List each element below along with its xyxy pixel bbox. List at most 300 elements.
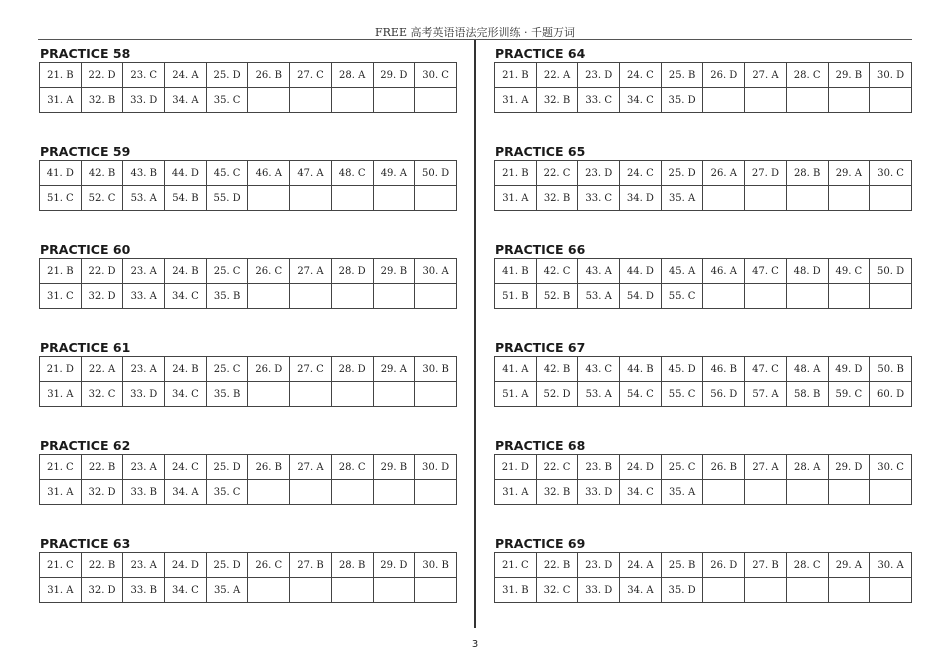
answer-cell <box>415 480 457 505</box>
answer-cell: 32. C <box>536 578 578 603</box>
answer-cell: 28. C <box>786 63 828 88</box>
answer-cell: 29. A <box>828 161 870 186</box>
answer-cell: 21. B <box>495 161 537 186</box>
answer-cell: 31. A <box>40 480 82 505</box>
answer-row <box>495 553 912 578</box>
answer-cell: 42. C <box>536 259 578 284</box>
practice-block <box>494 46 912 144</box>
answer-cell: 27. A <box>745 63 787 88</box>
answer-cell: 45. D <box>661 357 703 382</box>
answer-cell: 26. C <box>248 553 290 578</box>
answer-cell: 30. D <box>415 455 457 480</box>
answer-cell: 41. B <box>495 259 537 284</box>
answer-cell: 35. C <box>206 88 248 113</box>
answer-cell: 29. D <box>373 553 415 578</box>
practice-block <box>494 438 912 536</box>
answer-cell: 33. A <box>123 284 165 309</box>
answer-cell <box>290 480 332 505</box>
answer-cell: 32. D <box>81 480 123 505</box>
answer-cell: 28. D <box>331 357 373 382</box>
answer-cell: 48. D <box>786 259 828 284</box>
answer-cell: 31. A <box>495 186 537 211</box>
answer-cell: 28. A <box>786 455 828 480</box>
answer-cell: 33. B <box>123 480 165 505</box>
answer-cell: 48. C <box>331 161 373 186</box>
answer-cell: 27. A <box>745 455 787 480</box>
answer-cell: 22. D <box>81 63 123 88</box>
answer-cell: 41. A <box>495 357 537 382</box>
answer-cell: 30. A <box>870 553 912 578</box>
answer-row <box>40 259 457 284</box>
answer-cell: 43. A <box>578 259 620 284</box>
answer-cell <box>703 480 745 505</box>
answer-cell <box>248 88 290 113</box>
answer-cell: 32. D <box>81 578 123 603</box>
answer-cell: 48. A <box>786 357 828 382</box>
answer-cell: 25. B <box>661 63 703 88</box>
answer-cell: 24. A <box>620 553 662 578</box>
answer-cell: 27. A <box>290 455 332 480</box>
answer-cell: 23. D <box>578 553 620 578</box>
answer-cell: 33. C <box>578 186 620 211</box>
answer-cell: 55. D <box>206 186 248 211</box>
answer-cell: 49. C <box>828 259 870 284</box>
practice-title: PRACTICE 61 <box>40 340 131 355</box>
answer-cell: 30. C <box>870 161 912 186</box>
answer-table <box>494 160 912 211</box>
answer-cell: 23. D <box>578 161 620 186</box>
answer-cell: 26. A <box>703 161 745 186</box>
answer-cell: 32. B <box>536 186 578 211</box>
answer-cell: 35. B <box>206 284 248 309</box>
answer-cell: 29. A <box>373 357 415 382</box>
answer-table <box>39 160 457 211</box>
answer-cell <box>703 186 745 211</box>
practice-title: PRACTICE 64 <box>495 46 586 61</box>
answer-cell <box>290 382 332 407</box>
answer-row <box>495 63 912 88</box>
answer-cell: 29. B <box>373 455 415 480</box>
answer-cell: 23. C <box>123 63 165 88</box>
answer-cell: 42. B <box>536 357 578 382</box>
answer-table <box>39 552 457 603</box>
answer-cell: 26. B <box>248 63 290 88</box>
answer-cell: 22. A <box>81 357 123 382</box>
answer-table <box>39 356 457 407</box>
answer-cell: 31. A <box>40 578 82 603</box>
answer-cell: 31. C <box>40 284 82 309</box>
answer-cell: 31. A <box>40 88 82 113</box>
answer-cell: 34. C <box>620 88 662 113</box>
answer-cell <box>828 284 870 309</box>
answer-cell <box>415 186 457 211</box>
answer-table <box>39 62 457 113</box>
answer-cell <box>373 480 415 505</box>
practice-title: PRACTICE 59 <box>40 144 131 159</box>
answer-cell: 21. C <box>40 553 82 578</box>
answer-cell <box>870 480 912 505</box>
answer-cell <box>745 480 787 505</box>
answer-cell: 47. C <box>745 357 787 382</box>
answer-cell <box>786 186 828 211</box>
answer-row <box>40 161 457 186</box>
answer-cell: 23. A <box>123 455 165 480</box>
answer-row <box>40 553 457 578</box>
practice-title: PRACTICE 68 <box>495 438 586 453</box>
answer-cell: 32. D <box>81 284 123 309</box>
answer-cell: 31. B <box>495 578 537 603</box>
practice-block <box>39 536 457 634</box>
answer-cell <box>415 578 457 603</box>
answer-cell: 43. C <box>578 357 620 382</box>
answer-cell <box>331 284 373 309</box>
answer-cell: 29. B <box>828 63 870 88</box>
answer-cell <box>290 186 332 211</box>
answer-cell: 22. B <box>81 455 123 480</box>
answer-cell <box>415 284 457 309</box>
answer-cell <box>870 186 912 211</box>
answer-row <box>40 578 457 603</box>
answer-cell <box>745 88 787 113</box>
answer-cell: 22. C <box>536 455 578 480</box>
answer-row <box>495 357 912 382</box>
answer-cell: 25. C <box>206 259 248 284</box>
answer-cell <box>290 88 332 113</box>
answer-cell <box>373 382 415 407</box>
answer-cell <box>415 88 457 113</box>
answer-cell: 56. D <box>703 382 745 407</box>
answer-cell: 25. B <box>661 553 703 578</box>
answer-cell: 34. A <box>620 578 662 603</box>
answer-cell: 34. C <box>620 480 662 505</box>
answer-cell <box>290 284 332 309</box>
column-divider <box>474 40 476 628</box>
answer-cell: 47. C <box>745 259 787 284</box>
answer-cell <box>786 284 828 309</box>
answer-cell: 54. C <box>620 382 662 407</box>
answer-cell <box>745 578 787 603</box>
answer-cell <box>248 186 290 211</box>
answer-cell: 26. C <box>248 259 290 284</box>
answer-row <box>40 186 457 211</box>
answer-row <box>40 382 457 407</box>
answer-cell: 23. B <box>578 455 620 480</box>
answer-cell: 45. A <box>661 259 703 284</box>
answer-table <box>494 454 912 505</box>
answer-cell: 24. D <box>620 455 662 480</box>
answer-cell <box>331 382 373 407</box>
answer-row <box>40 63 457 88</box>
answer-cell: 26. D <box>248 357 290 382</box>
practice-title: PRACTICE 66 <box>495 242 586 257</box>
answer-row <box>495 88 912 113</box>
practice-block <box>494 242 912 340</box>
answer-cell: 35. D <box>661 88 703 113</box>
answer-cell <box>248 578 290 603</box>
answer-cell: 24. D <box>165 553 207 578</box>
practice-block <box>494 340 912 438</box>
answer-cell: 34. A <box>165 88 207 113</box>
answer-cell: 27. C <box>290 357 332 382</box>
answer-cell: 50. D <box>415 161 457 186</box>
answer-cell: 35. D <box>661 578 703 603</box>
answer-cell: 41. D <box>40 161 82 186</box>
answer-cell: 52. D <box>536 382 578 407</box>
answer-cell: 45. C <box>206 161 248 186</box>
answer-cell: 35. A <box>206 578 248 603</box>
answer-cell: 30. C <box>870 455 912 480</box>
answer-cell: 46. B <box>703 357 745 382</box>
answer-cell: 35. A <box>661 480 703 505</box>
answer-cell: 50. D <box>870 259 912 284</box>
answer-cell <box>786 480 828 505</box>
answer-cell: 31. A <box>40 382 82 407</box>
answer-cell: 29. A <box>828 553 870 578</box>
answer-row <box>495 186 912 211</box>
answer-cell <box>703 284 745 309</box>
answer-cell <box>248 480 290 505</box>
answer-cell: 34. C <box>165 382 207 407</box>
answer-cell: 46. A <box>703 259 745 284</box>
answer-cell: 23. A <box>123 553 165 578</box>
answer-cell: 32. B <box>81 88 123 113</box>
practice-block <box>494 536 912 634</box>
practice-block <box>39 340 457 438</box>
answer-cell <box>331 186 373 211</box>
answer-cell: 58. B <box>786 382 828 407</box>
answer-cell: 47. A <box>290 161 332 186</box>
answer-row <box>495 455 912 480</box>
answer-cell: 24. A <box>165 63 207 88</box>
answer-table <box>494 552 912 603</box>
page-header: FREE 高考英语语法完形训练 · 千题万词 <box>375 26 575 39</box>
answer-cell: 27. B <box>745 553 787 578</box>
answer-cell <box>703 88 745 113</box>
answer-cell: 32. B <box>536 88 578 113</box>
answer-row <box>495 284 912 309</box>
answer-table <box>494 356 912 407</box>
answer-cell: 31. A <box>495 88 537 113</box>
answer-cell: 23. D <box>578 63 620 88</box>
answer-row <box>40 88 457 113</box>
answer-cell <box>331 578 373 603</box>
answer-cell: 21. D <box>40 357 82 382</box>
answer-cell: 22. D <box>81 259 123 284</box>
answer-cell <box>828 480 870 505</box>
answer-cell <box>331 88 373 113</box>
answer-cell: 21. B <box>40 259 82 284</box>
answer-cell <box>786 578 828 603</box>
answer-cell: 55. C <box>661 284 703 309</box>
answer-cell: 30. A <box>415 259 457 284</box>
answer-cell <box>870 284 912 309</box>
answer-cell: 30. B <box>415 357 457 382</box>
answer-row <box>495 259 912 284</box>
answer-cell: 24. C <box>165 455 207 480</box>
answer-cell: 21. B <box>40 63 82 88</box>
answer-cell: 33. D <box>578 578 620 603</box>
answer-table <box>39 454 457 505</box>
answer-cell: 60. D <box>870 382 912 407</box>
practice-title: PRACTICE 63 <box>40 536 131 551</box>
answer-cell: 23. A <box>123 259 165 284</box>
answer-cell: 26. B <box>703 455 745 480</box>
answer-cell <box>290 578 332 603</box>
answer-cell: 32. B <box>536 480 578 505</box>
answer-cell: 54. D <box>620 284 662 309</box>
answer-cell <box>745 284 787 309</box>
answer-cell: 51. C <box>40 186 82 211</box>
answer-cell: 22. B <box>81 553 123 578</box>
answer-cell: 26. B <box>248 455 290 480</box>
answer-cell <box>248 284 290 309</box>
answer-row <box>495 578 912 603</box>
answer-row <box>495 382 912 407</box>
answer-table <box>494 62 912 113</box>
answer-cell: 24. C <box>620 161 662 186</box>
answer-cell: 51. A <box>495 382 537 407</box>
answer-cell <box>415 382 457 407</box>
answer-cell: 28. C <box>331 455 373 480</box>
answer-cell: 46. A <box>248 161 290 186</box>
answer-cell: 24. C <box>620 63 662 88</box>
answer-cell: 21. C <box>495 553 537 578</box>
answer-cell: 53. A <box>578 284 620 309</box>
answer-cell: 30. C <box>415 63 457 88</box>
practice-block <box>494 144 912 242</box>
answer-cell: 34. C <box>165 284 207 309</box>
answer-table <box>39 258 457 309</box>
answer-cell: 33. B <box>123 578 165 603</box>
answer-cell: 43. B <box>123 161 165 186</box>
answer-cell: 33. C <box>578 88 620 113</box>
answer-row <box>495 161 912 186</box>
answer-cell: 34. A <box>165 480 207 505</box>
answer-cell <box>331 480 373 505</box>
answer-cell: 52. C <box>81 186 123 211</box>
answer-cell: 55. C <box>661 382 703 407</box>
answer-cell: 25. C <box>206 357 248 382</box>
answer-cell <box>828 186 870 211</box>
answer-cell: 28. B <box>331 553 373 578</box>
answer-cell <box>828 88 870 113</box>
answer-cell: 29. B <box>373 259 415 284</box>
answer-cell: 33. D <box>123 382 165 407</box>
answer-cell: 50. B <box>870 357 912 382</box>
answer-cell: 24. B <box>165 259 207 284</box>
answer-row <box>40 455 457 480</box>
answer-cell <box>373 88 415 113</box>
answer-cell: 30. B <box>415 553 457 578</box>
answer-cell: 25. D <box>206 455 248 480</box>
answer-cell: 22. C <box>536 161 578 186</box>
answer-cell: 27. C <box>290 63 332 88</box>
answer-cell: 25. D <box>206 63 248 88</box>
answer-cell <box>828 578 870 603</box>
answer-cell: 25. D <box>661 161 703 186</box>
answer-cell: 27. A <box>290 259 332 284</box>
answer-cell: 29. D <box>373 63 415 88</box>
answer-cell: 27. D <box>745 161 787 186</box>
answer-cell: 35. A <box>661 186 703 211</box>
practice-title: PRACTICE 65 <box>495 144 586 159</box>
answer-cell <box>745 186 787 211</box>
answer-cell: 33. D <box>123 88 165 113</box>
answer-cell: 52. B <box>536 284 578 309</box>
answer-cell: 32. C <box>81 382 123 407</box>
page-number: 3 <box>471 639 479 650</box>
answer-cell: 53. A <box>123 186 165 211</box>
answer-cell: 31. A <box>495 480 537 505</box>
answer-cell: 27. B <box>290 553 332 578</box>
answer-cell: 21. D <box>495 455 537 480</box>
answer-cell: 51. B <box>495 284 537 309</box>
answer-cell <box>373 284 415 309</box>
answer-cell: 29. D <box>828 455 870 480</box>
answer-cell: 26. D <box>703 63 745 88</box>
answer-cell: 26. D <box>703 553 745 578</box>
answer-cell: 22. B <box>536 553 578 578</box>
answer-cell: 34. C <box>165 578 207 603</box>
answer-cell: 57. A <box>745 382 787 407</box>
right-column <box>494 46 912 634</box>
answer-cell: 23. A <box>123 357 165 382</box>
answer-cell: 59. C <box>828 382 870 407</box>
answer-cell: 21. B <box>495 63 537 88</box>
answer-cell: 44. D <box>620 259 662 284</box>
answer-cell: 35. B <box>206 382 248 407</box>
practice-block <box>39 144 457 242</box>
answer-row <box>40 480 457 505</box>
answer-table <box>494 258 912 309</box>
answer-row <box>40 357 457 382</box>
left-column <box>39 46 457 634</box>
practice-title: PRACTICE 62 <box>40 438 131 453</box>
practice-block <box>39 46 457 144</box>
answer-cell: 22. A <box>536 63 578 88</box>
practice-block <box>39 242 457 340</box>
answer-cell <box>373 578 415 603</box>
answer-cell: 28. A <box>331 63 373 88</box>
answer-cell: 49. A <box>373 161 415 186</box>
answer-row <box>495 480 912 505</box>
answer-cell: 44. B <box>620 357 662 382</box>
answer-cell: 34. D <box>620 186 662 211</box>
practice-title: PRACTICE 60 <box>40 242 131 257</box>
answer-cell <box>786 88 828 113</box>
answer-cell: 28. B <box>786 161 828 186</box>
answer-cell <box>870 578 912 603</box>
answer-cell: 44. D <box>165 161 207 186</box>
answer-cell <box>248 382 290 407</box>
answer-cell: 42. B <box>81 161 123 186</box>
answer-cell <box>373 186 415 211</box>
answer-cell: 33. D <box>578 480 620 505</box>
answer-cell: 35. C <box>206 480 248 505</box>
practice-title: PRACTICE 67 <box>495 340 586 355</box>
answer-cell: 54. B <box>165 186 207 211</box>
answer-cell: 53. A <box>578 382 620 407</box>
answer-cell: 30. D <box>870 63 912 88</box>
answer-cell <box>870 88 912 113</box>
answer-cell: 24. B <box>165 357 207 382</box>
answer-cell: 25. D <box>206 553 248 578</box>
answer-row <box>40 284 457 309</box>
practice-title: PRACTICE 69 <box>495 536 586 551</box>
answer-cell: 21. C <box>40 455 82 480</box>
answer-cell: 49. D <box>828 357 870 382</box>
practice-title: PRACTICE 58 <box>40 46 131 61</box>
